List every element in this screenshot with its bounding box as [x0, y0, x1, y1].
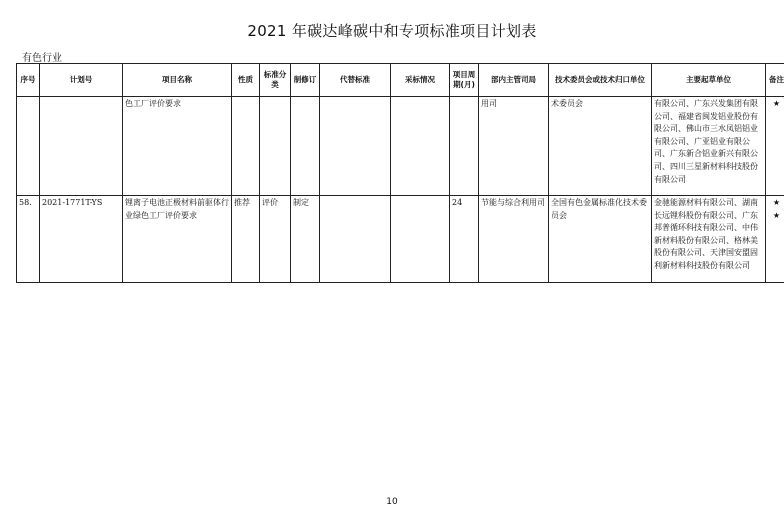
- cell-department: 节能与综合利用司: [479, 196, 549, 283]
- header-project-name: 项目名称: [123, 64, 232, 97]
- cell-note: ★ ★: [766, 196, 784, 283]
- section-label: 有色行业: [22, 53, 62, 64]
- cell-seq: 58.: [17, 196, 40, 283]
- cell-period: 24: [450, 196, 479, 283]
- page-number: 10: [386, 497, 398, 507]
- table-header-row: [17, 64, 784, 97]
- cell-replace-standard: [320, 97, 391, 196]
- header-note: 备注: [766, 64, 784, 97]
- cell-seq: [17, 97, 40, 196]
- cell-adoption: [391, 196, 450, 283]
- cell-plan-no: [40, 97, 123, 196]
- header-period: 项目周期(月): [450, 64, 479, 97]
- cell-drafting-units: 金驰能源材料有限公司、湖南长远锂科股份有限公司、广东邦普循环科技有限公司、中伟新材料股份有限公司、格林美股份有限公司、天津国安盟固利新材料科技股份有限公司: [652, 196, 766, 283]
- standards-plan-table: [16, 63, 784, 283]
- header-category: 标准分类: [260, 64, 291, 97]
- cell-drafting-units: 有限公司、广东兴发集团有限公司、福建省闽发铝业股份有限公司、佛山市三水凤铝铝业有限公司、广亚铝业有限公司、广东新合铝业新兴有限公司、四川三星新材料科技股份有限公司: [652, 97, 766, 196]
- cell-project-name: 锂离子电池正极材料前驱体行业绿色工厂评价要求: [123, 196, 232, 283]
- cell-note: ★: [766, 97, 784, 196]
- header-seq: 序号: [17, 64, 40, 97]
- cell-project-name: 色工厂评价要求: [123, 97, 232, 196]
- header-drafting-units: 主要起草单位: [652, 64, 766, 97]
- cell-committee: 全国有色金属标准化技术委员会: [549, 196, 652, 283]
- cell-replace-standard: [320, 196, 391, 283]
- cell-category: [260, 97, 291, 196]
- cell-plan-no: 2021-1771T-YS: [40, 196, 123, 283]
- cell-nature: 推荐: [232, 196, 260, 283]
- header-revision: 制修订: [291, 64, 320, 97]
- cell-revision: [291, 97, 320, 196]
- cell-category: 评价: [260, 196, 291, 283]
- cell-adoption: [391, 97, 450, 196]
- header-adoption: 采标情况: [391, 64, 450, 97]
- header-committee: 技术委员会或技术归口单位: [549, 64, 652, 97]
- cell-revision: 制定: [291, 196, 320, 283]
- header-department: 部内主管司局: [479, 64, 549, 97]
- header-replace-standard: 代替标准: [320, 64, 391, 97]
- cell-committee: 术委员会: [549, 97, 652, 196]
- table-row: [17, 97, 784, 196]
- page-title: 2021 年碳达峰碳中和专项标准项目计划表: [247, 22, 537, 40]
- header-nature: 性质: [232, 64, 260, 97]
- table-row: [17, 196, 784, 283]
- cell-department: 用司: [479, 97, 549, 196]
- cell-period: [450, 97, 479, 196]
- cell-nature: [232, 97, 260, 196]
- header-plan-no: 计划号: [40, 64, 123, 97]
